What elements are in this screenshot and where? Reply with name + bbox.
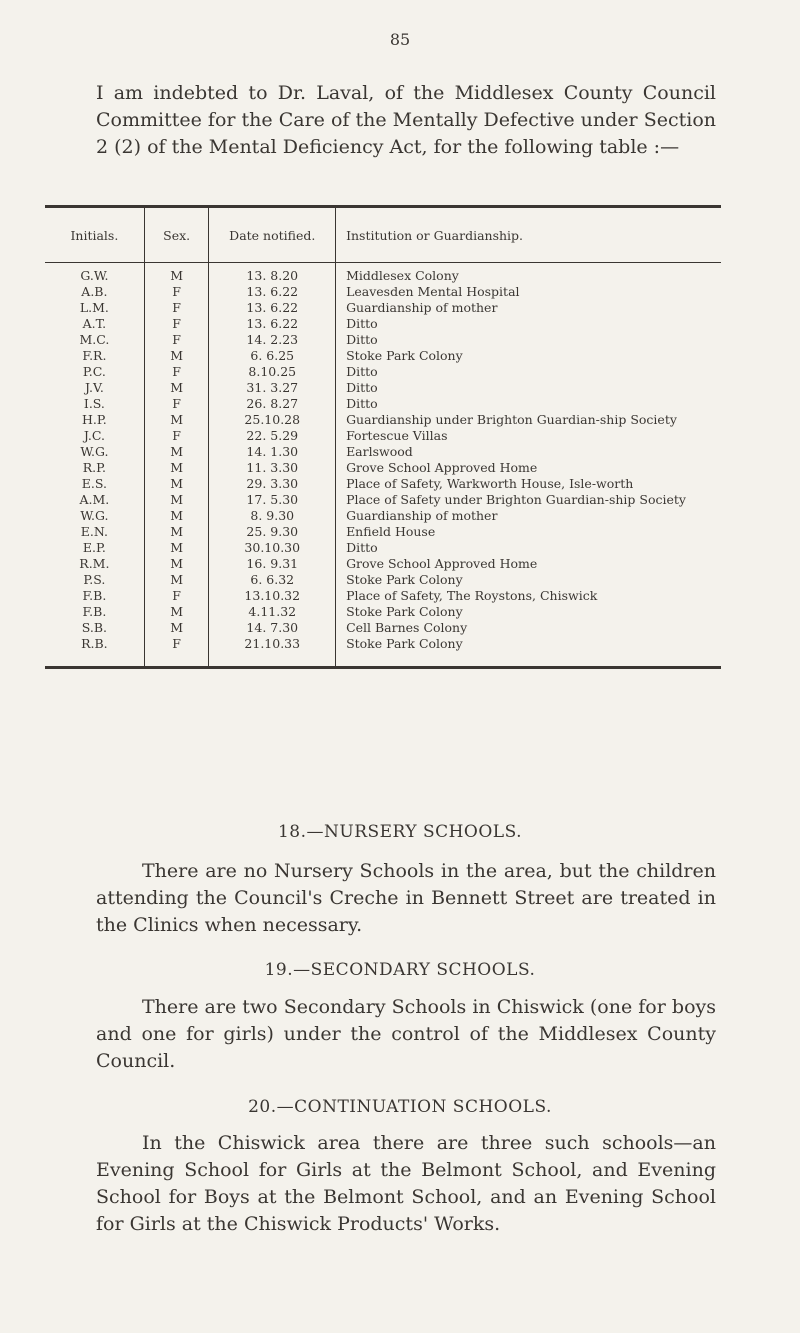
cell-institution: Place of Safety, The Roystons, Chiswick [346,588,598,603]
cell-institution: Guardianship of mother [346,508,498,523]
cell-institution: Grove School Approved Home [346,556,538,571]
table-row [45,572,721,588]
table-row [45,460,721,476]
table-row [45,492,721,508]
table-row [45,588,721,604]
cell-institution: Guardianship of mother [346,300,498,315]
table-row [45,508,721,524]
cell-institution: Guardianship under Brighton Guardian-ship Society [346,412,677,427]
cell-initials: F.B. [82,604,107,619]
cell-date: 26. 8.27 [209,396,336,412]
cell-institution: Stoke Park Colony [346,572,463,587]
cell-institution: Earlswood [346,444,413,459]
cell-institution: Fortescue Villas [346,428,448,443]
table-row [45,380,721,396]
cell-date: 13. 6.22 [209,300,336,316]
cell-institution: Ditto [346,380,378,395]
cell-initials: F.R. [82,348,107,363]
cell-institution: Cell Barnes Colony [346,620,468,635]
cell-sex: M [144,348,209,364]
cell-date: 13. 6.22 [209,284,336,300]
cell-initials: G.W. [80,268,109,283]
page-number: 85 [389,30,411,49]
table-row [45,316,721,332]
cell-date: 8. 9.30 [209,508,336,524]
cell-date: 30.10.30 [209,540,336,556]
cell-initials: P.C. [82,364,106,379]
cell-initials: L.M. [79,300,109,315]
header-sex: Sex. [144,207,209,263]
cell-initials: H.P. [82,412,107,427]
cell-date: 29. 3.30 [209,476,336,492]
cell-date: 13. 6.22 [209,316,336,332]
cell-date: 13. 8.20 [209,263,336,285]
cell-sex: F [144,428,209,444]
cell-date: 6. 6.32 [209,572,336,588]
cell-sex: F [144,364,209,380]
cell-initials: A.T. [82,316,107,331]
cell-date: 4.11.32 [209,604,336,620]
cell-date: 14. 2.23 [209,332,336,348]
cell-institution: Place of Safety, Warkworth House, Isle-worth [346,476,634,491]
cell-initials: A.B. [81,284,108,299]
cell-date: 11. 3.30 [209,460,336,476]
cell-sex: M [144,263,209,285]
cell-institution: Leavesden Mental Hospital [346,284,520,299]
cell-sex: M [144,380,209,396]
cell-sex: F [144,284,209,300]
cell-institution: Stoke Park Colony [346,348,463,363]
cell-institution: Grove School Approved Home [346,460,538,475]
cell-initials: A.M. [79,492,110,507]
cell-sex: F [144,332,209,348]
cell-institution: Ditto [346,540,378,555]
cell-initials: R.B. [81,636,108,651]
table-row [45,396,721,412]
cell-sex: M [144,460,209,476]
cell-initials: E.P. [82,540,106,555]
cell-initials: J.C. [83,428,105,443]
cell-date: 14. 7.30 [209,620,336,636]
cell-sex: M [144,508,209,524]
cell-date: 25.10.28 [209,412,336,428]
table-row [45,332,721,348]
cell-sex: F [144,300,209,316]
header-institution: Institution or Guardianship. [336,207,721,263]
cell-date: 25. 9.30 [209,524,336,540]
table-row [45,556,721,572]
cell-initials: F.B. [82,588,107,603]
cell-initials: M.C. [79,332,110,347]
table-row [45,620,721,636]
cell-initials: W.G. [80,444,109,459]
cell-sex: F [144,396,209,412]
cell-initials: I.S. [83,396,105,411]
cell-institution: Ditto [346,332,378,347]
cell-institution: Ditto [346,316,378,331]
cell-sex: M [144,476,209,492]
cell-sex: M [144,524,209,540]
cell-sex: M [144,556,209,572]
table-row [45,364,721,380]
cell-initials: E.N. [80,524,108,539]
cell-sex: F [144,636,209,668]
section-text-continuation: In the Chiswick area there are three such schools—an Evening School for Girls at the Belmont School, and Evening School for Boys at the Belmont School, and an Evening School for Girls at the Chiswick Products' Works. [96,1132,716,1235]
table-row [45,284,721,300]
cell-sex: M [144,540,209,556]
table-row [45,300,721,316]
cell-date: 21.10.33 [209,636,336,668]
cell-date: 16. 9.31 [209,556,336,572]
cell-sex: M [144,604,209,620]
cell-initials: R.P. [82,460,107,475]
table-row [45,524,721,540]
cell-initials: S.B. [81,620,108,635]
table-row [45,604,721,620]
cell-institution: Place of Safety under Brighton Guardian-ship Society [346,492,686,507]
notification-table-container [45,205,721,669]
table-row [45,412,721,428]
cell-institution: Stoke Park Colony [346,604,463,619]
section-heading-secondary: 19.—SECONDARY SCHOOLS. [264,960,536,980]
table-row [45,540,721,556]
cell-sex: M [144,412,209,428]
cell-institution: Stoke Park Colony [346,636,463,651]
section-heading-nursery: 18.—NURSERY SCHOOLS. [277,822,523,842]
cell-institution: Middlesex Colony [346,268,459,283]
cell-sex: F [144,588,209,604]
header-initials: Initials. [45,207,144,263]
cell-sex: M [144,572,209,588]
cell-initials: W.G. [80,508,109,523]
cell-institution: Enfield House [346,524,436,539]
table-row [45,263,721,285]
table-row [45,348,721,364]
cell-initials: R.M. [79,556,110,571]
header-date-notified: Date notified. [209,207,336,263]
table-body [45,263,721,668]
intro-paragraph: I am indebted to Dr. Laval, of the Middlesex County Council Committee for the Care of the Mentally Defective under Section 2 (2) of the Mental Deficiency Act, for the following table :— [96,82,716,158]
cell-sex: M [144,492,209,508]
table-row [45,636,721,668]
cell-institution: Ditto [346,364,378,379]
table-row [45,476,721,492]
cell-date: 8.10.25 [209,364,336,380]
cell-initials: J.V. [84,380,104,395]
section-heading-continuation: 20.—CONTINUATION SCHOOLS. [248,1097,552,1117]
table-header-row [45,207,721,263]
table-row [45,428,721,444]
section-text-secondary: There are two Secondary Schools in Chiswick (one for boys and one for girls) under the control of the Middlesex County Council. [96,996,716,1072]
table-row [45,444,721,460]
cell-institution: Ditto [346,396,378,411]
cell-sex: M [144,444,209,460]
cell-sex: M [144,620,209,636]
cell-date: 22. 5.29 [209,428,336,444]
cell-sex: F [144,316,209,332]
cell-date: 31. 3.27 [209,380,336,396]
cell-initials: P.S. [83,572,106,587]
cell-date: 14. 1.30 [209,444,336,460]
cell-initials: E.S. [81,476,107,491]
section-text-nursery: There are no Nursery Schools in the area, but the children attending the Council's Creche in Bennett Street are treated in the Clinics when necessary. [96,860,716,936]
notification-table [45,205,721,669]
cell-date: 6. 6.25 [209,348,336,364]
cell-date: 13.10.32 [209,588,336,604]
cell-date: 17. 5.30 [209,492,336,508]
